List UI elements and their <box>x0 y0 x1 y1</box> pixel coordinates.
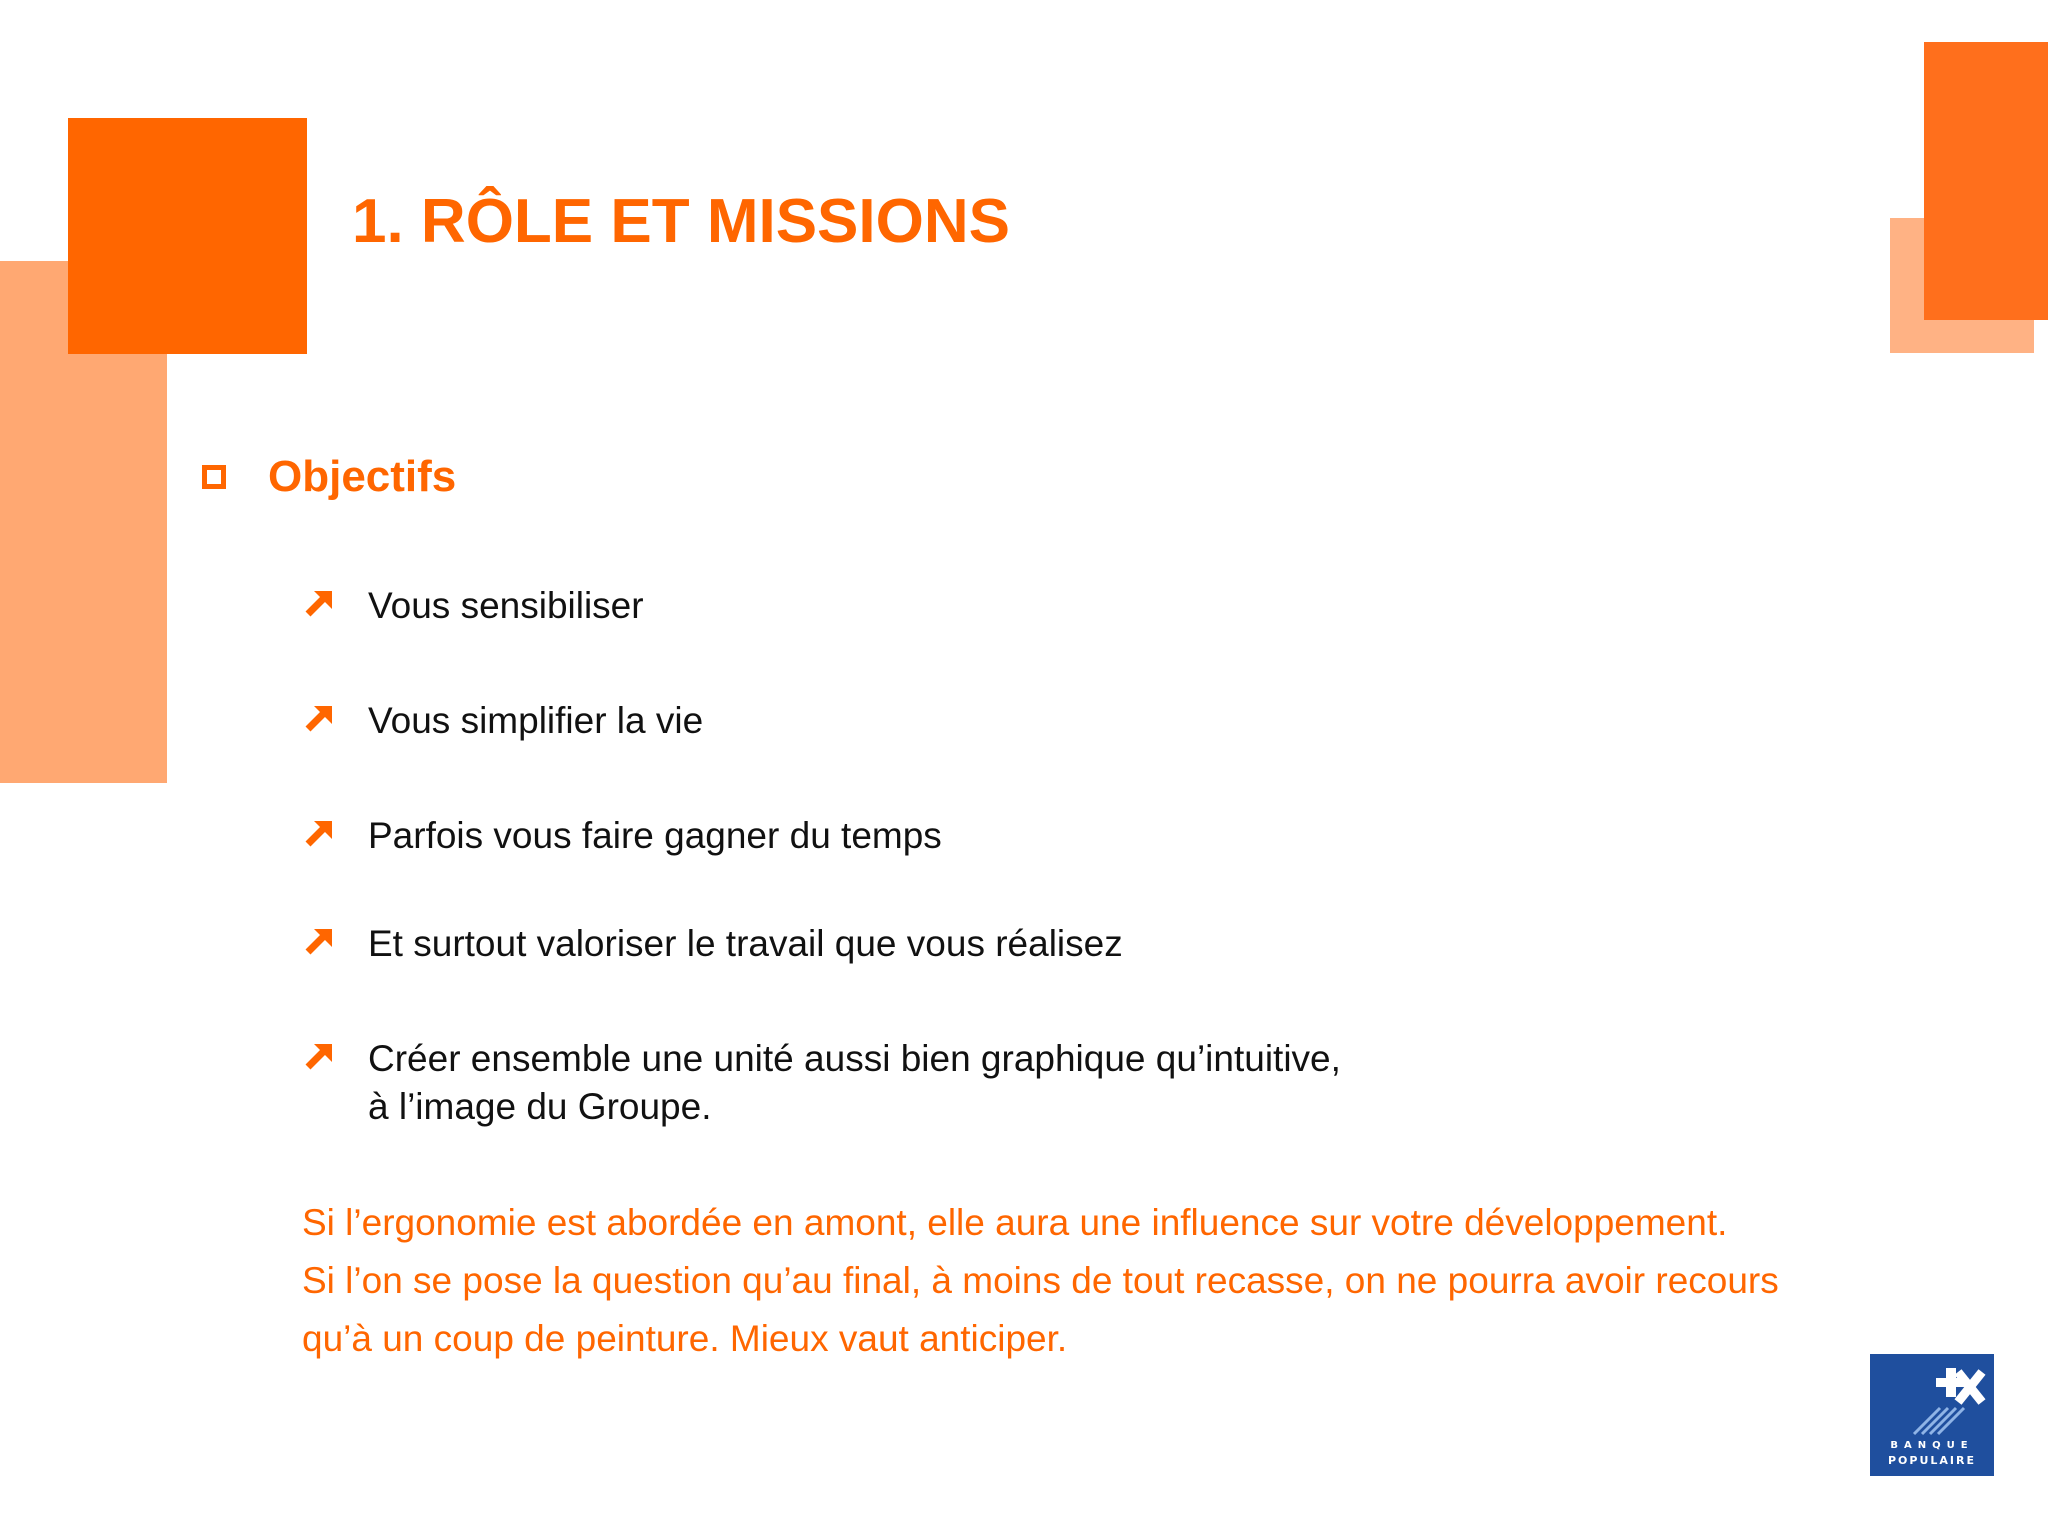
note-line: Si l’ergonomie est abordée en amont, elle aura une influence sur votre développement. <box>302 1202 1728 1243</box>
note-line: qu’à un coup de peinture. Mieux vaut anticiper. <box>302 1318 1068 1359</box>
logo-text-banque: BANQUE <box>1890 1440 1974 1451</box>
logo-text-populaire: POPULAIRE <box>1887 1454 1976 1467</box>
bullet-item <box>302 582 644 630</box>
bullet-text: Créer ensemble une unité aussi bien graphique qu’intuitive, à l’image du Groupe. <box>368 1038 1341 1127</box>
bullet-text: Et surtout valoriser le travail que vous réalisez <box>368 923 1123 964</box>
bullet-text: Vous simplifier la vie <box>368 700 704 741</box>
arrow-up-right-icon <box>302 701 336 735</box>
decorative-orange-square-left <box>68 118 307 354</box>
decorative-orange-block-right <box>1924 42 2048 320</box>
bullet-item <box>302 920 1123 968</box>
banque-populaire-logo <box>1870 1354 1994 1476</box>
slide-title: 1. RÔLE ET MISSIONS <box>352 187 1010 256</box>
arrow-up-right-icon <box>302 924 336 958</box>
note-line: Si l’on se pose la question qu’au final, à moins de tout recasse, on ne pourra avoir recours <box>302 1260 1779 1301</box>
bullet-item <box>302 1035 1341 1131</box>
banque-populaire-logo-icon <box>1870 1354 1994 1440</box>
bullet-text: Vous sensibiliser <box>368 585 644 626</box>
arrow-up-right-icon <box>302 586 336 620</box>
bullet-item <box>302 697 703 745</box>
section-heading <box>202 452 456 502</box>
arrow-up-right-icon <box>302 816 336 850</box>
arrow-up-right-icon <box>302 1039 336 1073</box>
conclusion-note <box>302 1194 1779 1368</box>
section-label: Objectifs <box>268 452 457 501</box>
checkbox-square-icon <box>202 465 226 489</box>
bullet-item <box>302 812 942 860</box>
bullet-text: Parfois vous faire gagner du temps <box>368 815 942 856</box>
